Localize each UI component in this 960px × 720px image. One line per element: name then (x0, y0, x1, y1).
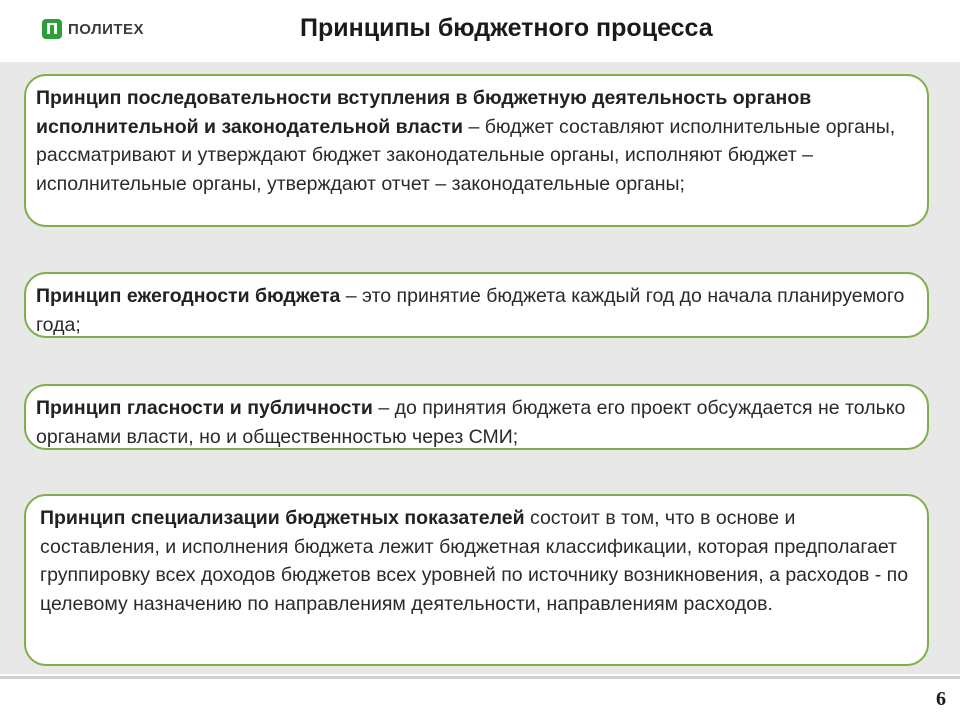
principle-card-specialization (24, 494, 929, 666)
principle-term: Принцип специализации бюджетных показателей (40, 507, 525, 529)
politeh-logo (42, 19, 144, 39)
principle-term: Принцип гласности и публичности (36, 397, 373, 419)
principle-definition: состоит в том, что в основе и составления, и исполнения бюджета лежит бюджетная классификации, которая предполагает группировку всех доходов бюджетов всех уровней по источнику возникновения, а расходов - по целевому назначению по направлениям деятельности, направлениям расходов. (40, 507, 909, 615)
slide-header (0, 0, 960, 62)
principle-card-sequence (24, 74, 929, 227)
logo-mark-icon: П (42, 19, 62, 39)
slide-title: Принципы бюджетного процесса (300, 14, 713, 42)
principle-card-publicity (24, 384, 929, 450)
principle-definition: – до принятия бюджета его проект обсуждается не только органами власти, но и общественностью через СМИ; (36, 397, 906, 448)
logo-text: ПОЛИТЕХ (68, 20, 145, 38)
principle-term: Принцип ежегодности бюджета (36, 285, 341, 307)
principle-term: Принцип последовательности вступления в бюджетную деятельность органов исполнительной и законодательной власти (36, 87, 812, 138)
principle-definition: – бюджет составляют исполнительные органы, рассматривают и утверждают бюджет законодательные органы, исполняют бюджет – исполнительные органы, утверждают отчет – законодательные органы; (36, 115, 896, 195)
page-number: 6 (936, 688, 946, 710)
principle-definition: – это принятие бюджета каждый год до начала планируемого года; (36, 285, 905, 336)
slide-content (0, 62, 960, 674)
principle-card-annuality (24, 272, 929, 338)
footer-divider (0, 676, 960, 679)
